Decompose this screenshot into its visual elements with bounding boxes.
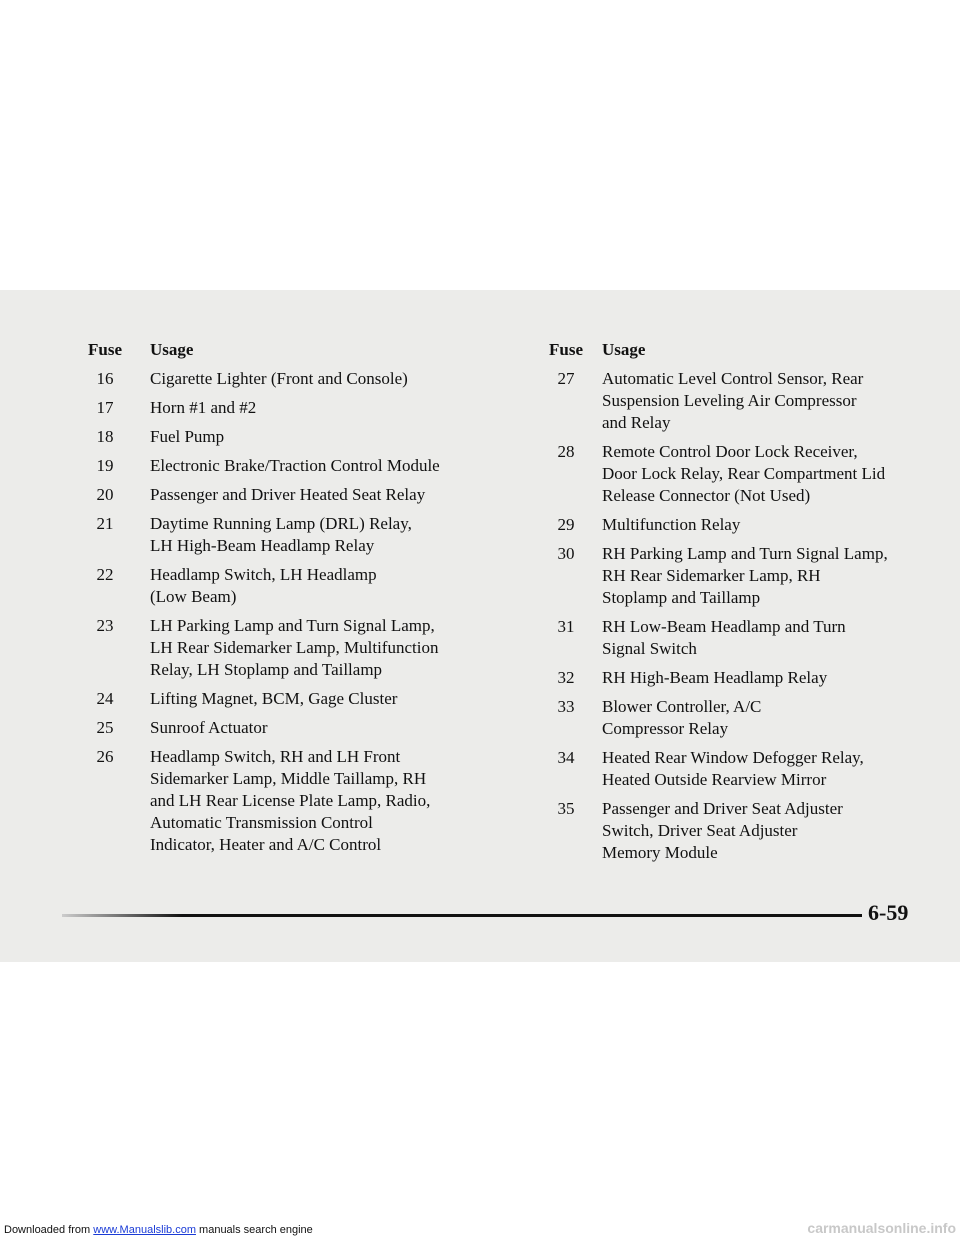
download-suffix: manuals search engine: [195, 1224, 313, 1236]
fuse-number: 24: [96, 689, 114, 708]
table-header: [60, 340, 480, 368]
usage-column-header: Usage: [150, 340, 194, 359]
fuse-table-left: [60, 340, 480, 856]
fuse-number: 22: [96, 565, 114, 584]
fuse-number: 20: [96, 485, 114, 504]
page-number: 6-59: [868, 900, 909, 925]
fuse-usage: Daytime Running Lamp (DRL) Relay, LH High-Beam Headlamp Relay: [150, 514, 412, 555]
table-row: [530, 441, 940, 507]
manualslib-link[interactable]: www.Manualslib.com: [93, 1224, 196, 1236]
fuse-number: 32: [557, 668, 575, 687]
fuse-usage: Fuel Pump: [150, 427, 225, 446]
table-row: [530, 798, 940, 864]
fuse-usage: Headlamp Switch, LH Headlamp (Low Beam): [150, 565, 377, 606]
fuse-usage: Multifunction Relay: [602, 515, 741, 534]
fuse-number: 21: [96, 514, 114, 533]
fuse-usage: Passenger and Driver Seat Adjuster Switch, Driver Seat Adjuster Memory Module: [602, 799, 843, 862]
download-prefix: Downloaded from: [4, 1224, 94, 1236]
usage-column-header: Usage: [602, 340, 646, 359]
table-row: [60, 513, 480, 557]
fuse-number: 19: [96, 456, 114, 475]
table-row: [60, 688, 480, 710]
watermark-text: carmanualsonline.info: [807, 1220, 956, 1236]
fuse-usage: RH Parking Lamp and Turn Signal Lamp, RH Rear Sidemarker Lamp, RH Stoplamp and Taillamp: [602, 544, 888, 607]
fuse-column-header: Fuse: [549, 340, 583, 359]
fuse-number: 28: [557, 442, 575, 461]
fuse-number: 33: [557, 697, 575, 716]
fuse-number: 25: [96, 718, 114, 737]
table-row: [530, 616, 940, 660]
footer-rule: [62, 914, 862, 917]
fuse-usage: Remote Control Door Lock Receiver, Door Lock Relay, Rear Compartment Lid Release Connector (Not Used): [602, 442, 886, 505]
fuse-number: 31: [557, 617, 575, 636]
fuse-table-right: [530, 340, 940, 864]
fuse-usage: Sunroof Actuator: [150, 718, 268, 737]
table-row: [60, 455, 480, 477]
fuse-column-header: Fuse: [88, 340, 122, 359]
table-row: [60, 564, 480, 608]
fuse-number: 27: [557, 369, 575, 388]
fuse-usage: Passenger and Driver Heated Seat Relay: [150, 485, 426, 504]
fuse-number: 35: [557, 799, 575, 818]
fuse-number: 18: [96, 427, 114, 446]
download-banner: [4, 1224, 313, 1236]
table-row: [60, 615, 480, 681]
fuse-usage: Lifting Magnet, BCM, Gage Cluster: [150, 689, 398, 708]
fuse-number: 16: [96, 369, 114, 388]
table-row: [60, 368, 480, 390]
fuse-usage: LH Parking Lamp and Turn Signal Lamp, LH Rear Sidemarker Lamp, Multifunction Relay, LH Stoplamp and Taillamp: [150, 616, 439, 679]
table-row: [530, 747, 940, 791]
fuse-usage: Automatic Level Control Sensor, Rear Suspension Leveling Air Compressor and Relay: [602, 369, 864, 432]
fuse-number: 23: [96, 616, 114, 635]
fuse-usage: Cigarette Lighter (Front and Console): [150, 369, 408, 388]
fuse-usage: Heated Rear Window Defogger Relay, Heated Outside Rearview Mirror: [602, 748, 864, 789]
table-row: [60, 426, 480, 448]
fuse-usage: RH Low-Beam Headlamp and Turn Signal Switch: [602, 617, 846, 658]
fuse-usage: Headlamp Switch, RH and LH Front Sidemarker Lamp, Middle Taillamp, RH and LH Rear License Plate Lamp, Radio, Automatic Transmission Control Indicator, Heater and A/C Control: [150, 747, 431, 854]
fuse-usage: Blower Controller, A/C Compressor Relay: [602, 697, 762, 738]
fuse-usage: Horn #1 and #2: [150, 398, 257, 417]
fuse-number: 34: [557, 748, 575, 767]
table-row: [60, 746, 480, 856]
table-row: [60, 397, 480, 419]
table-header: [530, 340, 940, 368]
table-row: [60, 717, 480, 739]
table-row: [530, 696, 940, 740]
fuse-number: 30: [557, 544, 575, 563]
table-row: [60, 484, 480, 506]
fuse-number: 17: [96, 398, 114, 417]
table-row: [530, 368, 940, 434]
table-row: [530, 543, 940, 609]
fuse-usage: RH High-Beam Headlamp Relay: [602, 668, 828, 687]
fuse-table-left-body: [60, 368, 480, 856]
fuse-usage: Electronic Brake/Traction Control Module: [150, 456, 440, 475]
table-row: [530, 667, 940, 689]
fuse-number: 26: [96, 747, 114, 766]
table-row: [530, 514, 940, 536]
fuse-number: 29: [557, 515, 575, 534]
fuse-table-right-body: [530, 368, 940, 864]
